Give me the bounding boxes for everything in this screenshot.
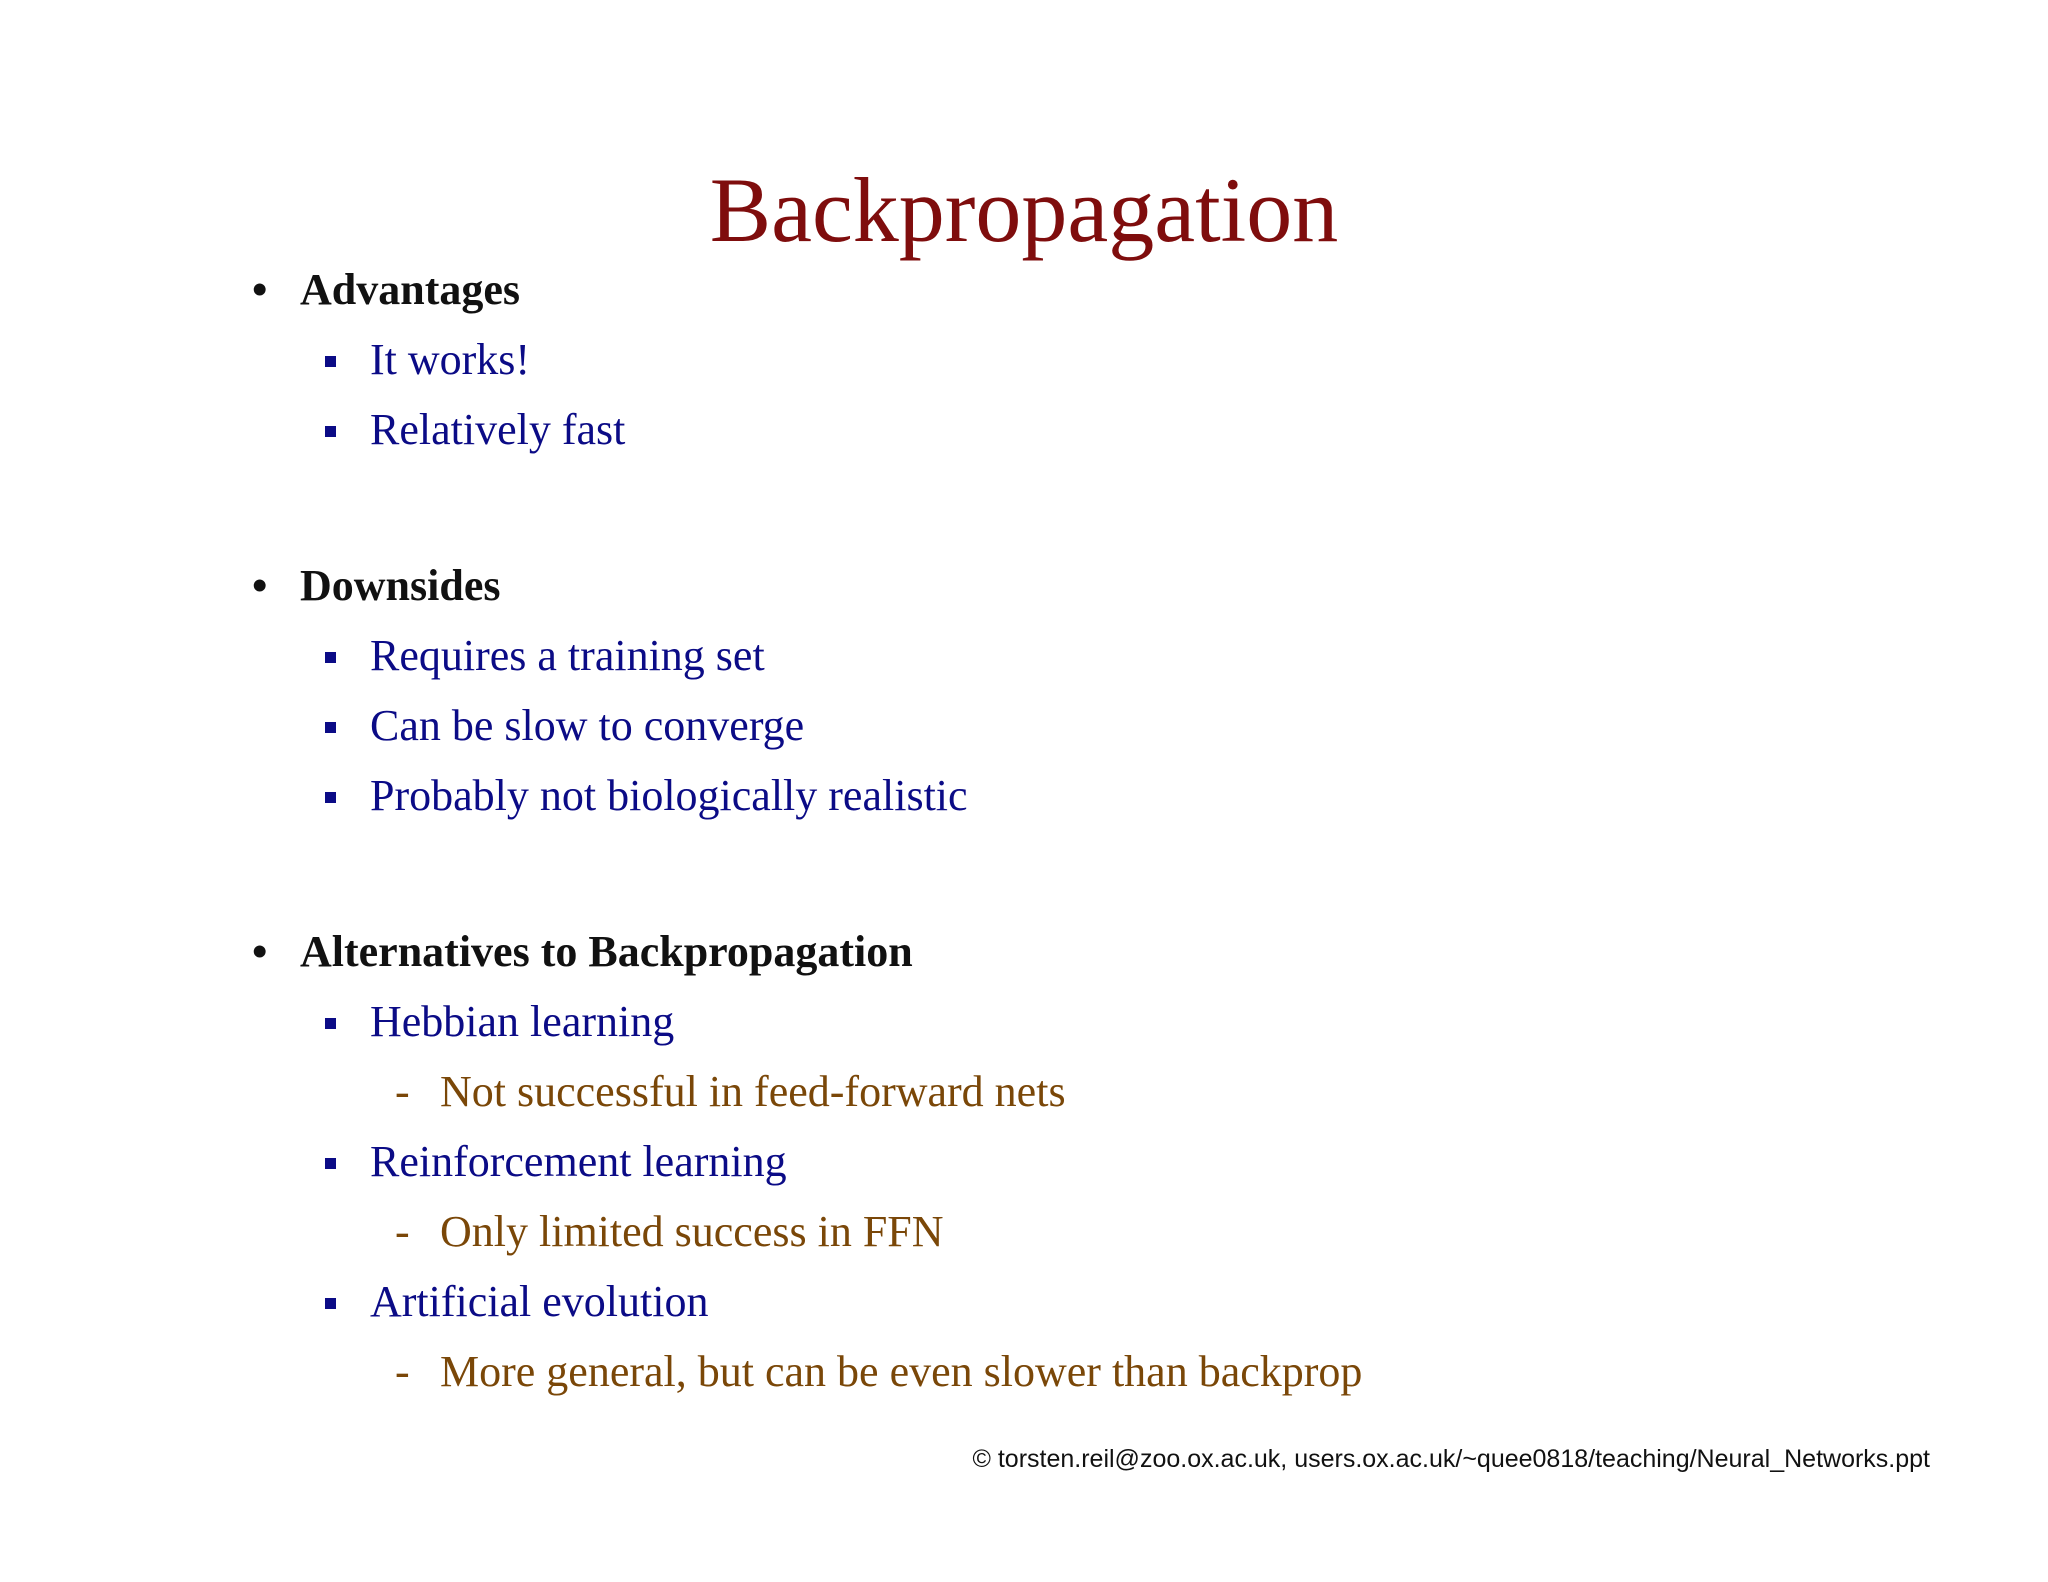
list-item-label: Can be slow to converge <box>370 701 805 750</box>
list-item-label: Probably not biologically realistic <box>370 771 968 820</box>
sub-list-item-label: Only limited success in FFN <box>440 1207 944 1256</box>
dash-bullet-icon: - <box>395 1067 410 1116</box>
slide-title: Backpropagation <box>709 159 1339 261</box>
list-item-label: Hebbian learning <box>370 997 675 1046</box>
square-bullet-icon <box>325 1298 336 1309</box>
sub-list-item-label: More general, but can be even slower than backprop <box>440 1347 1363 1396</box>
list-item-label: Artificial evolution <box>370 1277 709 1326</box>
square-bullet-icon <box>325 792 336 803</box>
square-bullet-icon <box>325 426 336 437</box>
dash-bullet-icon: - <box>395 1347 410 1396</box>
square-bullet-icon <box>325 356 336 367</box>
sub-list-item-label: Not successful in feed-forward nets <box>440 1067 1066 1116</box>
list-item-label: Relatively fast <box>370 405 626 454</box>
section-heading-label: Downsides <box>300 561 501 610</box>
square-bullet-icon <box>325 652 336 663</box>
list-item-label: It works! <box>370 335 531 384</box>
square-bullet-icon <box>325 1158 336 1169</box>
round-bullet-icon: • <box>252 561 268 610</box>
square-bullet-icon <box>325 1018 336 1029</box>
dash-bullet-icon: - <box>395 1207 410 1256</box>
round-bullet-icon: • <box>252 927 268 976</box>
copyright-footer: © torsten.reil@zoo.ox.ac.uk, users.ox.ac.uk/~quee0818/teaching/Neural_Networks.ppt <box>972 1445 1930 1473</box>
square-bullet-icon <box>325 722 336 733</box>
section-heading-label: Alternatives to Backpropagation <box>300 927 913 976</box>
list-item-label: Reinforcement learning <box>370 1137 787 1186</box>
list-item-label: Requires a training set <box>370 631 765 680</box>
round-bullet-icon: • <box>252 265 268 314</box>
section-heading-label: Advantages <box>300 265 521 314</box>
